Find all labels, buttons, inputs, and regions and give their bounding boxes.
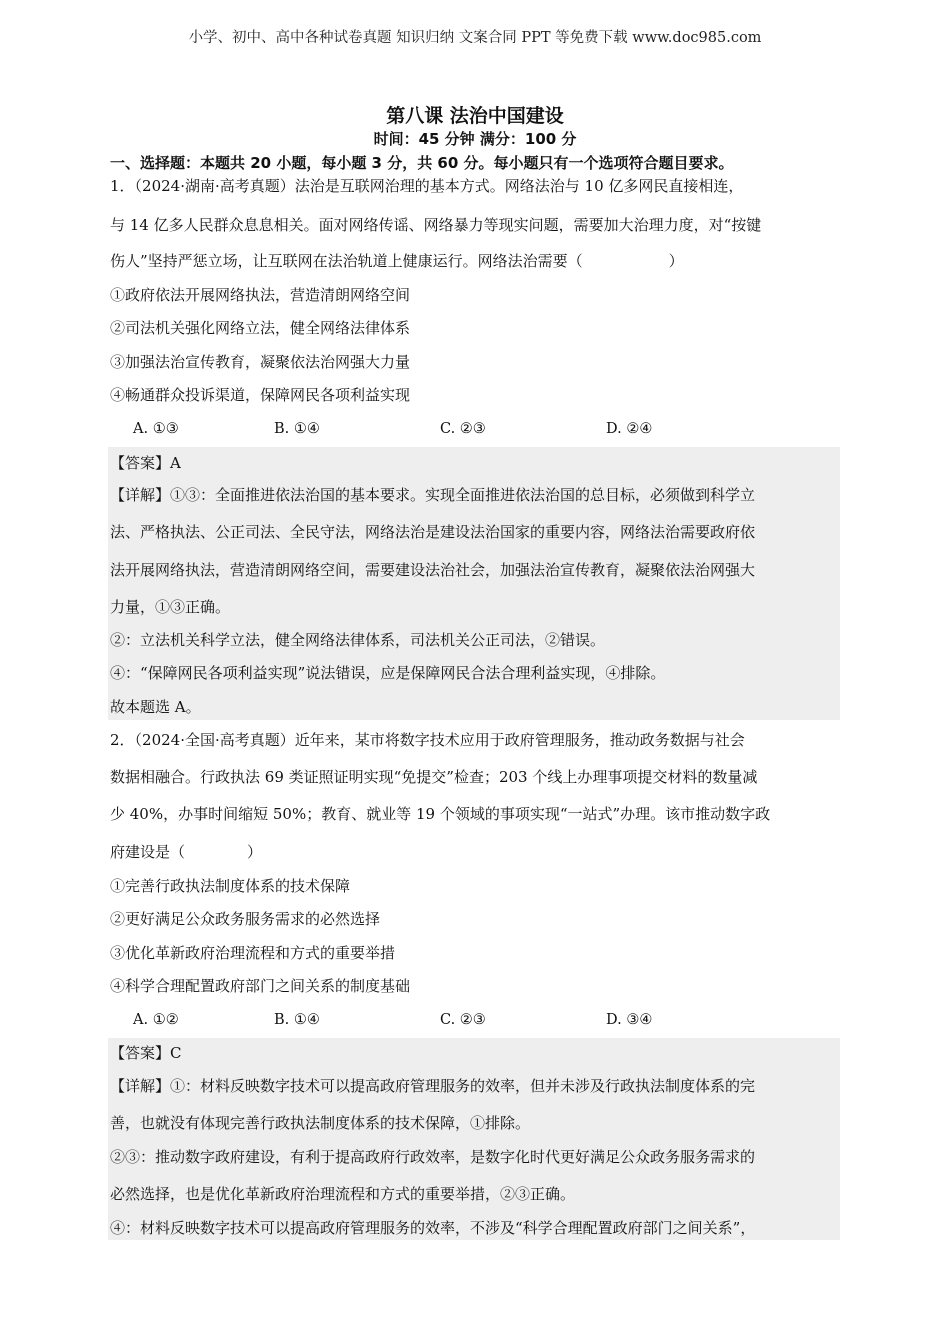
option-b: B. ①④ <box>274 1012 320 1028</box>
question-stem-line: 1．（2024·湖南·高考真题）法治是互联网治理的基本方式。网络法治与 10 亿多网民直接相连， <box>110 177 744 195</box>
header-banner: 小学、初中、高中各种试卷真题 知识归纳 文案合同 PPT 等免费下载 www.doc985.com <box>188 30 762 46</box>
analysis-line: 【详解】①：材料反映数字技术可以提高政府管理服务的效率，但并未涉及行政执法制度体系的完 <box>110 1077 756 1095</box>
section-heading: 一、选择题：本题共 20 小题，每小题 3 分，共 60 分。每小题只有一个选项符合题目要求。 <box>110 154 734 172</box>
analysis-line: 法、严格执法、公正司法、全民守法，网络法治是建设法治国家的重要内容，网络法治需要政府依 <box>110 523 756 541</box>
analysis-line: ②③：推动数字政府建设，有利于提高政府行政效率，是数字化时代更好满足公众政务服务需求的 <box>110 1148 756 1166</box>
question-stem-line <box>110 251 684 271</box>
question-stem-text: 伤人”坚持严惩立场，让互联网在法治轨道上健康运行。网络法治需要（ <box>110 252 583 270</box>
answer-line: 【答案】C <box>110 1044 182 1062</box>
analysis-line: 法开展网络执法，营造清朗网络空间，需要建设法治社会，加强法治宣传教育，凝聚依法治网强大 <box>110 561 756 579</box>
analysis-line: 必然选择，也是优化革新政府治理流程和方式的重要举措，②③正确。 <box>110 1185 576 1203</box>
statement: ①完善行政执法制度体系的技术保障 <box>110 877 351 895</box>
statement: ②更好满足公众政务服务需求的必然选择 <box>110 910 381 928</box>
analysis-line: 善，也就没有体现完善行政执法制度体系的技术保障，①排除。 <box>110 1114 531 1132</box>
question-stem-line: 2．（2024·全国·高考真题）近年来，某市将数字技术应用于政府管理服务，推动政务数据与社会 <box>110 731 745 749</box>
statement: ①政府依法开展网络执法，营造清朗网络空间 <box>110 286 411 304</box>
answer-line: 【答案】A <box>110 454 181 472</box>
statement: ②司法机关强化网络立法，健全网络法律体系 <box>110 319 411 337</box>
question-stem-text: 府建设是（ <box>110 843 186 861</box>
option-c: C. ②③ <box>440 1012 486 1028</box>
question-stem-line: 数据相融合。行政执法 69 类证照证明实现“免提交”检查；203 个线上办理事项提交材料的数量减 <box>110 768 758 786</box>
analysis-line: 【详解】①③：全面推进依法治国的基本要求。实现全面推进依法治国的总目标，必须做到科学立 <box>110 486 756 504</box>
question-stem-line: 与 14 亿多人民群众息息相关。面对网络传谣、网络暴力等现实问题，需要加大治理力度，对“按键 <box>110 216 762 234</box>
statement: ④科学合理配置政府部门之间关系的制度基础 <box>110 977 411 995</box>
option-a: A. ①③ <box>133 421 179 437</box>
answer-analysis-shading <box>108 1038 840 1240</box>
analysis-line: ②：立法机关科学立法，健全网络法律体系，司法机关公正司法，②错误。 <box>110 631 606 649</box>
question-stem-close: ） <box>668 252 684 270</box>
option-b: B. ①④ <box>274 421 320 437</box>
question-stem-close: ） <box>247 843 263 861</box>
option-d: D. ③④ <box>606 1012 653 1028</box>
analysis-line: ④：材料反映数字技术可以提高政府管理服务的效率，不涉及“科学合理配置政府部门之间关系”， <box>110 1219 756 1237</box>
page-title: 第八课 法治中国建设 <box>386 105 564 127</box>
option-c: C. ②③ <box>440 421 486 437</box>
option-a: A. ①② <box>133 1012 179 1028</box>
question-stem-line: 少 40%，办事时间缩短 50%；教育、就业等 19 个领域的事项实现“一站式”办理。该市推动数字政 <box>110 805 771 823</box>
statement: ③加强法治宣传教育，凝聚依法治网强大力量 <box>110 353 411 371</box>
statement: ④畅通群众投诉渠道，保障网民各项利益实现 <box>110 386 411 404</box>
option-d: D. ②④ <box>606 421 653 437</box>
analysis-line: ④：“保障网民各项利益实现”说法错误，应是保障网民合法合理利益实现，④排除。 <box>110 664 666 682</box>
question-stem-line <box>110 842 262 862</box>
analysis-line: 力量，①③正确。 <box>110 598 231 616</box>
analysis-line: 故本题选 A。 <box>110 698 201 716</box>
page-subtitle: 时间：45 分钟 满分：100 分 <box>373 130 577 148</box>
statement: ③优化革新政府治理流程和方式的重要举措 <box>110 944 396 962</box>
